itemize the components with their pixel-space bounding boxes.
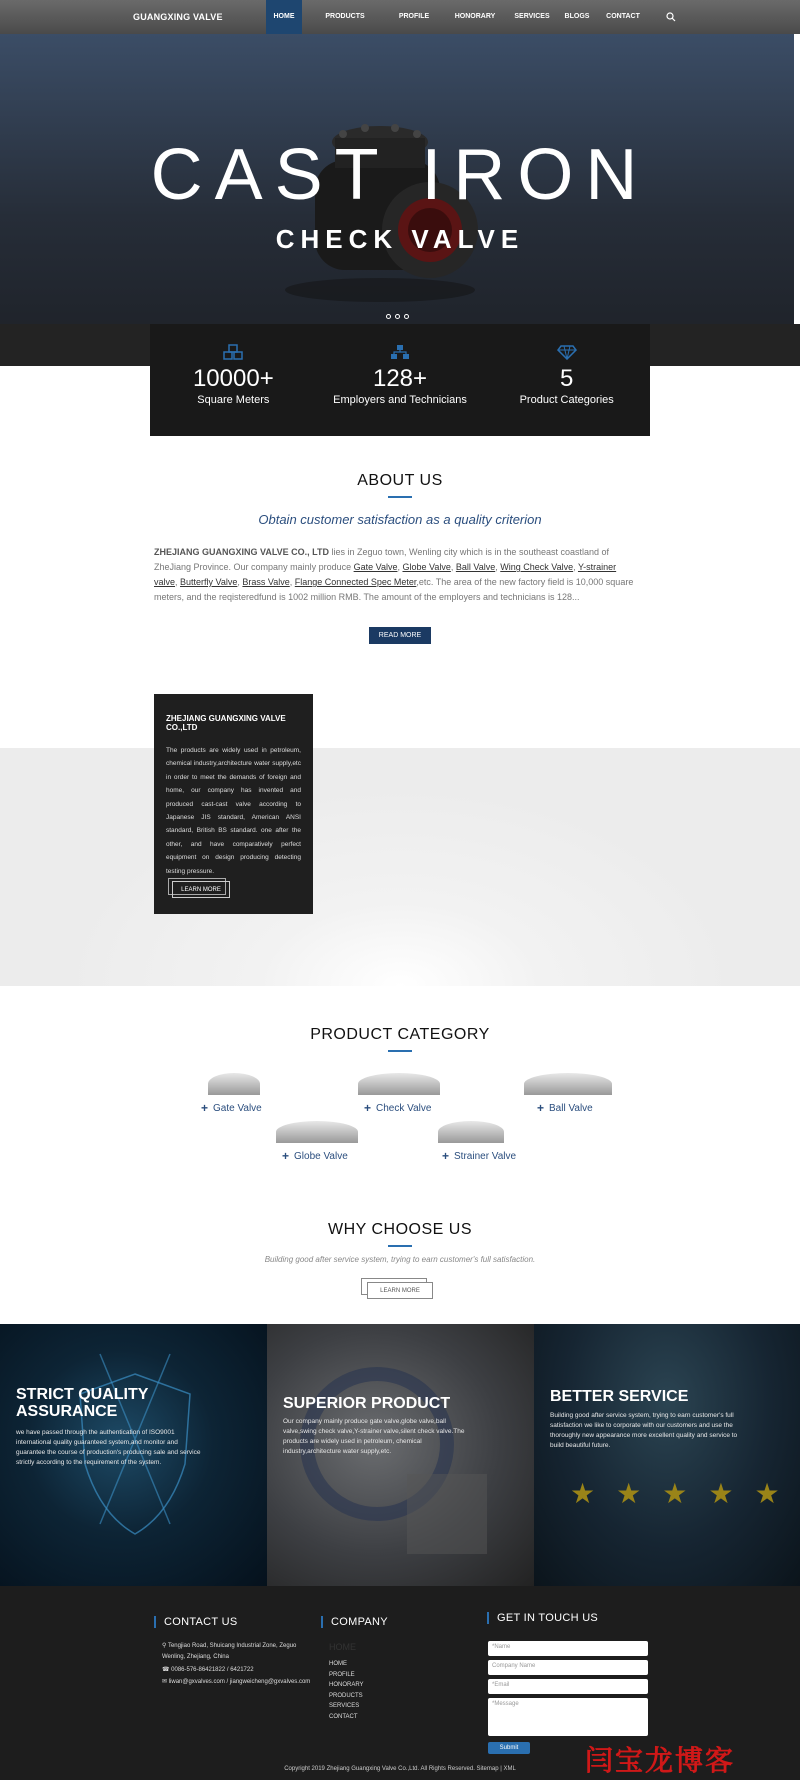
footer-address: [162, 1641, 312, 1663]
feature-text: we have passed through the authentication of ISO9001 international quality guaranteed system,and monitor and guarantee the course of production's producing sale and service strictly according to the requirement of the system.: [16, 1429, 201, 1466]
product-gate-valve[interactable]: [201, 1101, 262, 1115]
phone-text: 0086-576-86421822 / 6421722: [171, 1667, 254, 1673]
link-butterfly-valve[interactable]: Butterfly Valve: [180, 577, 238, 587]
footer-link-profile[interactable]: PROFILE: [329, 1671, 355, 1678]
stat-number: 5: [560, 365, 574, 392]
hero-subtitle: CHECK VALVE: [275, 224, 525, 254]
card-text: The products are widely used in petroleum, chemical industry,architecture water supply,etc in order to meet the demands of foreign and home, our company has invented and produced cast-cast valve according to Japanese JIS standard, American ANSI standard, British BS standard. one after the other, and have comparatively perfect equipment on design producing detecting testing pressure.: [166, 747, 301, 875]
cubes-icon: [223, 344, 243, 360]
nav-item-contact[interactable]: CONTACT: [606, 13, 640, 20]
rating-stars: [570, 1480, 780, 1508]
read-more-button[interactable]: READ MORE: [369, 627, 431, 644]
link-y-strainer-valve[interactable]: Y-strainer valve: [154, 562, 617, 587]
feature-title: SUPERIOR PRODUCT: [283, 1395, 451, 1412]
why-subtitle: Building good after service system, trying to earn customer's full satisfaction.: [264, 1255, 536, 1264]
about-subtitle: Obtain customer satisfaction as a quality criterion: [258, 512, 542, 527]
diamond-icon: [557, 344, 577, 360]
about-title: ABOUT US: [357, 472, 443, 489]
plus-icon: +: [201, 1101, 209, 1115]
slider-dot-1[interactable]: [386, 314, 391, 319]
footer-link-services[interactable]: SERVICES: [329, 1703, 360, 1709]
stat-label: Square Meters: [197, 394, 270, 406]
stat-number: 10000+: [192, 365, 274, 392]
nav-item-products[interactable]: PRODUCTS: [325, 13, 365, 20]
star-icon: ★: [570, 1478, 596, 1509]
link-gate-valve[interactable]: Gate Valve: [353, 562, 398, 572]
company-info-card: [154, 694, 313, 914]
star-icon: ★: [662, 1478, 688, 1509]
email-text[interactable]: liwan@gxvalves.com / jiangweicheng@gxvalves.com: [168, 1679, 311, 1685]
stat-employees: [317, 324, 484, 436]
why-learn-more-button[interactable]: [361, 1278, 433, 1300]
copyright-text: Copyright 2019 Zhejiang Guangxing Valve Co.,Ltd. All Rights Reserved. Sitemap | XML: [284, 1766, 516, 1772]
plus-icon: +: [442, 1149, 450, 1163]
link-ball-valve[interactable]: Ball Valve: [455, 562, 496, 572]
strainer-valve-image[interactable]: [438, 1121, 504, 1143]
footer-touch-title: GET IN TOUCH US: [487, 1612, 598, 1624]
product-label[interactable]: Strainer Valve: [454, 1150, 517, 1162]
footer-contact-title: CONTACT US: [154, 1616, 238, 1628]
link-brass-valve[interactable]: Brass Valve: [242, 577, 290, 587]
nav-item-blogs[interactable]: BLOGS: [564, 13, 590, 20]
card-title: ZHEJIANG GUANGXING VALVE CO.,LTD: [166, 714, 286, 732]
company-faded-heading: HOME: [329, 1642, 356, 1652]
hero-title: CAST IRON: [150, 135, 650, 215]
product-ball-valve[interactable]: [537, 1101, 593, 1115]
check-valve-thumb[interactable]: [358, 1073, 440, 1095]
footer-email: [162, 1677, 310, 1688]
hierarchy-icon: [390, 344, 410, 360]
mail-icon: ✉: [162, 1679, 169, 1685]
feature-service: [534, 1324, 800, 1586]
nav-item-profile[interactable]: PROFILE: [398, 13, 430, 20]
product-label[interactable]: Ball Valve: [549, 1102, 593, 1114]
stat-categories: [483, 324, 650, 436]
plus-icon: +: [537, 1101, 545, 1115]
product-globe-valve[interactable]: [282, 1149, 348, 1163]
ball-valve-image[interactable]: [524, 1073, 612, 1095]
nav-item-services[interactable]: SERVICES: [514, 13, 550, 20]
search-icon[interactable]: [666, 12, 676, 22]
stat-label: Product Categories: [519, 394, 614, 406]
stat-label: Employers and Technicians: [333, 394, 467, 406]
feature-text: Our company mainly produce gate valve,globe valve,ball valve,swing check valve,Y-strainer valve,silent check valve.The products are widely used in petroleum, chemical industry,architecture water supply,etc.: [283, 1418, 465, 1455]
watermark-logo: 闫宝龙博客: [585, 1745, 736, 1776]
plus-icon: +: [364, 1101, 372, 1115]
product-strainer-valve[interactable]: [442, 1149, 516, 1163]
nav-menu: [266, 0, 650, 34]
about-text-2: ,etc. The area of the new factory field is 10,000 square meters, and the reqisteredfund is 1002 million RMB. The amount of the employers and technicians is 128...: [154, 577, 634, 602]
footer-link-honorary[interactable]: HONORARY: [329, 1682, 364, 1688]
why-title-underline: [388, 1245, 412, 1247]
product-label[interactable]: Check Valve: [376, 1102, 432, 1114]
stat-number: 128+: [372, 365, 428, 392]
feature-title: STRICT QUALITY ASSURANCE: [16, 1386, 149, 1420]
top-navbar: [0, 0, 800, 34]
star-icon: ★: [616, 1478, 642, 1509]
phone-icon: ☎: [162, 1667, 172, 1673]
card-learn-more-button[interactable]: [168, 878, 230, 898]
about-title-underline: [388, 496, 412, 498]
hero-slider: [0, 34, 800, 366]
plus-icon: +: [282, 1149, 290, 1163]
slider-dots: [386, 314, 409, 319]
product-category-title: PRODUCT CATEGORY: [310, 1026, 490, 1043]
feature-title: BETTER SERVICE: [550, 1388, 689, 1405]
nav-item-home[interactable]: HOME: [266, 0, 302, 34]
brand-logo-text[interactable]: GUANGXING VALVE: [133, 12, 223, 22]
valve-wheel-icon: [287, 1354, 517, 1574]
feature-text: Building good after service system, trying to earn customer's full satisfaction we like to corporate with our customers and use the thoroughly new appearance more excellent quality and service to build beautiful future.: [550, 1412, 738, 1449]
company-name: ZHEJIANG GUANGXING VALVE CO., LTD: [154, 547, 330, 557]
message-textarea[interactable]: *Message: [488, 1698, 648, 1736]
link-flange-meter[interactable]: Flange Connected Spec Meter: [294, 577, 417, 587]
footer-phone: [162, 1665, 254, 1676]
feature-product: [267, 1324, 534, 1586]
company-name-input[interactable]: Company Name: [488, 1660, 648, 1675]
globe-valve-image[interactable]: [276, 1121, 358, 1143]
product-label[interactable]: Gate Valve: [213, 1102, 262, 1114]
about-text-1: lies in Zeguo town, Wenling city which is in the southeast coastland of ZheJiang Province. Our company mainly produce: [154, 547, 609, 572]
submit-button[interactable]: Submit: [488, 1742, 530, 1754]
star-icon: ★: [708, 1478, 734, 1509]
footer-link-contact[interactable]: CONTACT: [329, 1713, 358, 1720]
slider-dot-3[interactable]: [404, 314, 409, 319]
location-icon: ⚲: [162, 1643, 168, 1649]
feature-quality: [0, 1324, 267, 1586]
address-text: Tengjiao Road, Shuicang Industrial Zone, Zeguo Wenling, Zhejiang, China: [162, 1643, 297, 1660]
gate-valve-image[interactable]: [208, 1073, 260, 1095]
stats-panel: [150, 324, 650, 436]
email-input[interactable]: *Email: [488, 1679, 648, 1694]
button-label[interactable]: LEARN MORE: [367, 1282, 433, 1299]
product-label[interactable]: Globe Valve: [294, 1150, 348, 1162]
about-paragraph: ZHEJIANG GUANGXING VALVE CO., LTD lies in Zeguo town, Wenling city which is in the southeast coastland of ZheJiang Province. Our company mainly produce Gate Valve, Globe Valve, Ball Valve, Wing Check Valve, Y-strainer valve, Butterfly Valve, Brass Valve, Flange Connected Spec Meter,etc. The area of the new factory field is 10,000 square meters, and the reqisteredfund is 1002 million RMB. The amount of the employers and technicians is 128...: [154, 547, 634, 602]
footer-link-products[interactable]: PRODUCTS: [329, 1692, 363, 1699]
stat-area: [150, 324, 317, 436]
link-wing-check-valve[interactable]: Wing Check Valve: [500, 562, 574, 572]
product-check-valve[interactable]: [364, 1101, 431, 1115]
footer-link-home[interactable]: HOME: [329, 1661, 347, 1667]
slider-dot-2[interactable]: [395, 314, 400, 319]
product-title-underline: [388, 1050, 412, 1052]
star-icon: ★: [754, 1478, 780, 1509]
button-label[interactable]: LEARN MORE: [172, 881, 230, 898]
name-input[interactable]: *Name: [488, 1641, 648, 1656]
footer-company-title: COMPANY: [321, 1616, 388, 1628]
gray-band: [0, 748, 800, 986]
why-choose-title: WHY CHOOSE US: [328, 1221, 472, 1238]
link-globe-valve[interactable]: Globe Valve: [402, 562, 451, 572]
nav-item-honorary[interactable]: HONORARY: [454, 13, 496, 20]
